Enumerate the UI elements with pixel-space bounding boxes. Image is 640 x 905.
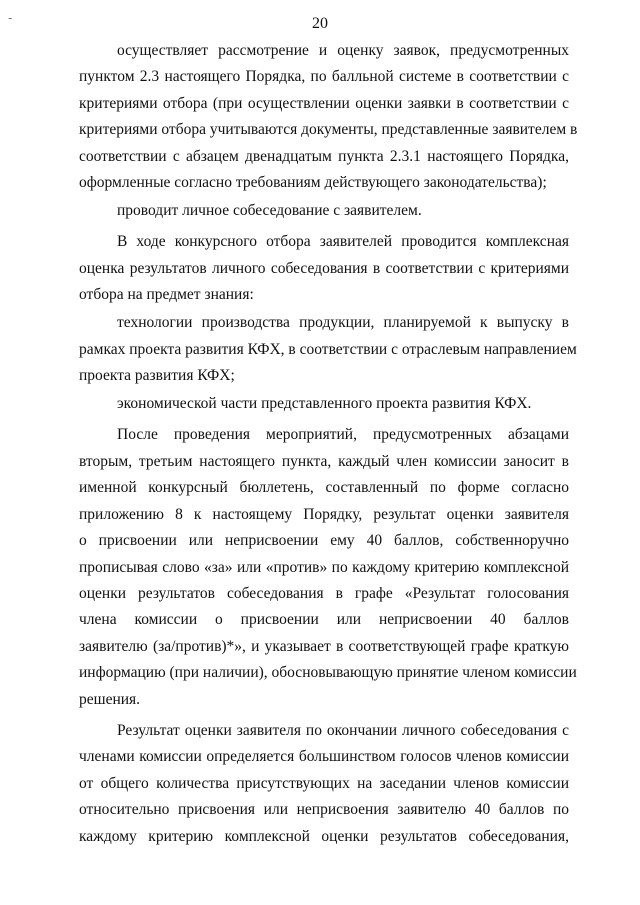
text-line: вторым, третьим настоящего пункта, каждый член комиссии заносит в bbox=[79, 452, 569, 470]
text-line: относительно присвоения или неприсвоения заявителю 40 баллов по bbox=[79, 801, 569, 819]
text-line: именной конкурсный бюллетень, составленный по форме согласно bbox=[79, 479, 569, 497]
paragraph-production-technology bbox=[79, 310, 577, 389]
paragraph-evaluation-result bbox=[79, 718, 569, 850]
paragraph-economic-part bbox=[79, 391, 569, 417]
text-line: от общего количества присутствующих на заседании членов комиссии bbox=[79, 774, 569, 792]
text-line: критериями отбора (при осуществлении оценки заявки в соответствии с bbox=[79, 94, 569, 112]
text-line: оценки результатов собеседования в графе «Результат голосования bbox=[79, 584, 569, 602]
text-line: оценка результатов личного собеседования в соответствии с критериями bbox=[79, 259, 569, 277]
page-number: 20 bbox=[312, 15, 328, 32]
text-line: приложению 8 к настоящему Порядку, результат оценки заявителя bbox=[79, 505, 569, 523]
text-line: заявителю (за/против)*», и указывает в соответствующей графе краткую bbox=[79, 637, 569, 655]
text-line: проводит личное собеседование с заявителем. bbox=[117, 202, 422, 220]
text-line: осуществляет рассмотрение и оценку заявок, предусмотренных bbox=[117, 42, 569, 59]
text-line: прописывая слово «за» или «против» по каждому критерию комплексной bbox=[79, 558, 569, 576]
text-line: информацию (при наличии), обосновывающую принятие членом комиссии bbox=[79, 664, 577, 682]
text-line: оформленные согласно требованиям действующего законодательства); bbox=[79, 174, 547, 192]
document-page bbox=[79, 38, 578, 850]
text-line: пунктом 2.3 настоящего Порядка, по балльной системе в соответствии с bbox=[79, 68, 569, 86]
text-line: рамках проекта развития КФХ, в соответствии с отраслевым направлением bbox=[79, 340, 577, 358]
text-line: технологии производства продукции, планируемой к выпуску в bbox=[117, 314, 569, 332]
text-line: соответствии с абзацем двенадцатым пункта 2.3.1 настоящего Порядка, bbox=[79, 147, 569, 165]
text-line: проекта развития КФХ; bbox=[79, 367, 235, 385]
paragraph-commission-duties bbox=[79, 38, 578, 196]
text-line: Результат оценки заявителя по окончании личного собеседования с bbox=[117, 721, 569, 739]
text-line: решения. bbox=[79, 690, 141, 708]
text-line: отбора на предмет знания: bbox=[79, 286, 254, 304]
paragraph-commission-voting bbox=[79, 422, 577, 712]
text-line: В ходе конкурсного отбора заявителей проводится комплексная bbox=[117, 233, 569, 251]
text-line: члена комиссии о присвоении или неприсвоении 40 баллов bbox=[79, 611, 569, 629]
text-line: каждому критерию комплексной оценки результатов собеседования, bbox=[79, 827, 569, 845]
text-line: о присвоении или неприсвоении ему 40 баллов, собственноручно bbox=[79, 532, 569, 550]
paragraph-interview bbox=[79, 198, 569, 224]
text-line: критериями отбора учитываются документы, представленные заявителем в bbox=[79, 121, 578, 139]
text-line: После проведения мероприятий, предусмотренных абзацами bbox=[117, 426, 569, 444]
text-line: экономической части представленного проекта развития КФХ. bbox=[117, 395, 532, 413]
paragraph-selection-assessment bbox=[79, 229, 569, 308]
text-line: членами комиссии определяется большинством голосов членов комиссии bbox=[79, 748, 569, 766]
scan-mark: - bbox=[8, 10, 13, 25]
